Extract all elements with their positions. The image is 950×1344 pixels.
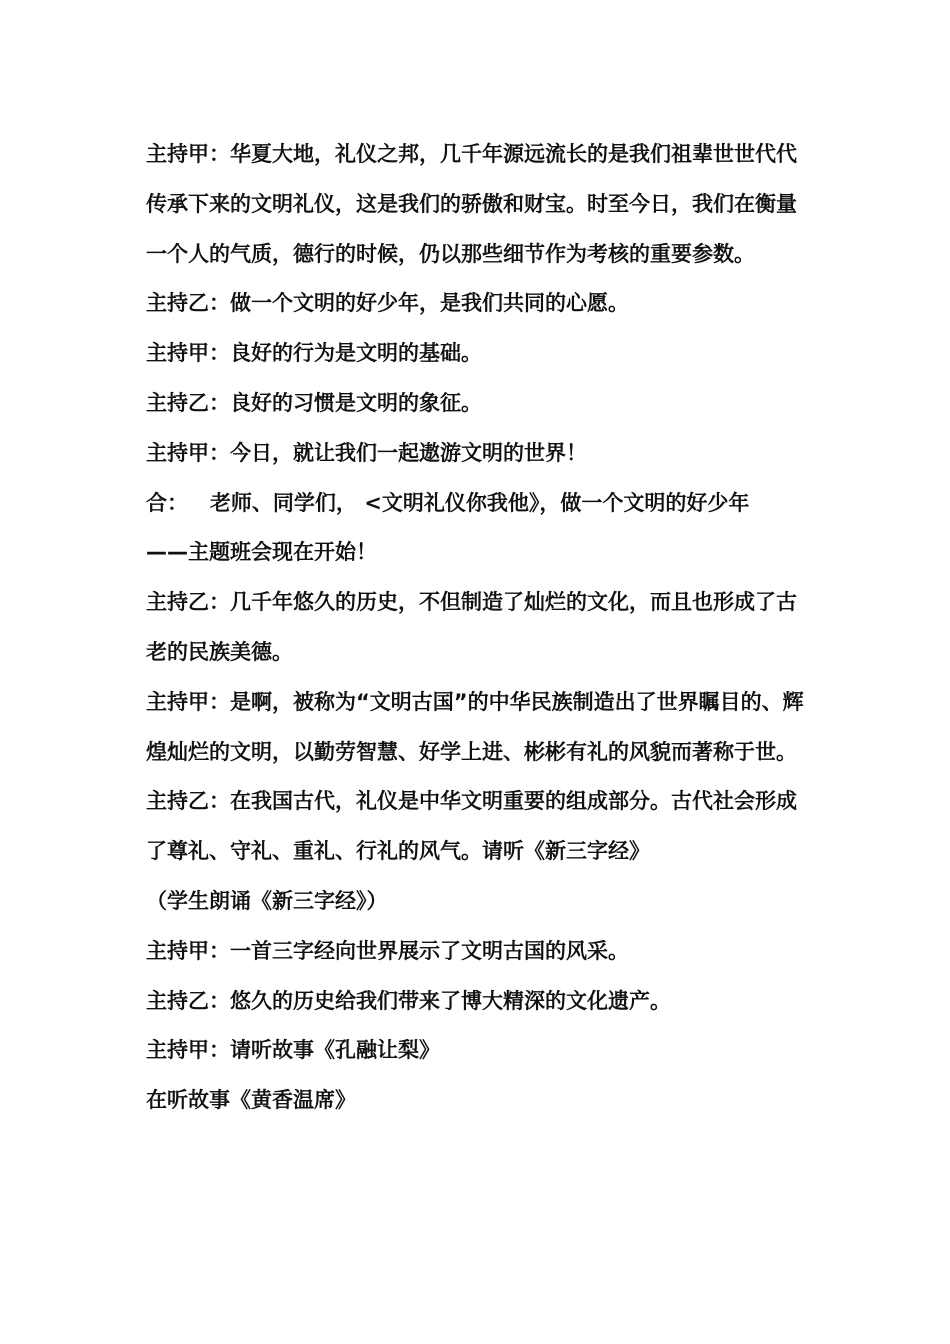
- paragraph-host-b-wish: 主持乙：做一个文明的好少年，是我们共同的心愿。: [146, 291, 629, 316]
- paragraph-host-a-story-kongrong: 主持甲：请听故事《孔融让梨》: [146, 1038, 440, 1063]
- paragraph-host-a-opening: 主持甲：华夏大地，礼仪之邦，几千年源远流长的是我们祖辈世世代代传承下来的文明礼仪，这是我们的骄傲和财宝。时至今日，我们在衡量一个人的气质，德行的时候，仍以那些细节作为考核的重要参数。: [146, 142, 797, 266]
- document-body: [146, 130, 806, 1126]
- paragraph-meeting-start: ——主题班会现在开始！: [146, 540, 377, 565]
- paragraph-student-recitation: （学生朗诵《新三字经》）: [146, 888, 388, 913]
- paragraph-host-a-today: 主持甲：今日，就让我们一起遨游文明的世界！: [146, 440, 587, 465]
- paragraph-host-b-habit: 主持乙：良好的习惯是文明的象征。: [146, 390, 482, 415]
- paragraph-story-huangxiang: 在听故事《黄香温席》: [146, 1088, 356, 1113]
- paragraph-together-announce: 合： 老师、同学们， <文明礼仪你我他》，做一个文明的好少年: [146, 490, 750, 515]
- paragraph-host-a-behavior: 主持甲：良好的行为是文明的基础。: [146, 341, 482, 366]
- paragraph-host-b-ancient-etiquette: 主持乙：在我国古代，礼仪是中华文明重要的组成部分。古代社会形成了尊礼、守礼、重礼、行礼的风气。请听《新三字经》: [146, 789, 797, 864]
- paragraph-host-a-three-character: 主持甲：一首三字经向世界展示了文明古国的风采。: [146, 938, 629, 963]
- paragraph-host-a-civilization: 主持甲：是啊，被称为“文明古国”的中华民族制造出了世界瞩目的、辉煌灿烂的文明，以勤劳智慧、好学上进、彬彬有礼的风貌而著称于世。: [146, 689, 804, 764]
- paragraph-host-b-history: 主持乙：几千年悠久的历史，不但制造了灿烂的文化，而且也形成了古老的民族美德。: [146, 590, 797, 664]
- paragraph-host-b-heritage: 主持乙：悠久的历史给我们带来了博大精深的文化遗产。: [146, 988, 671, 1013]
